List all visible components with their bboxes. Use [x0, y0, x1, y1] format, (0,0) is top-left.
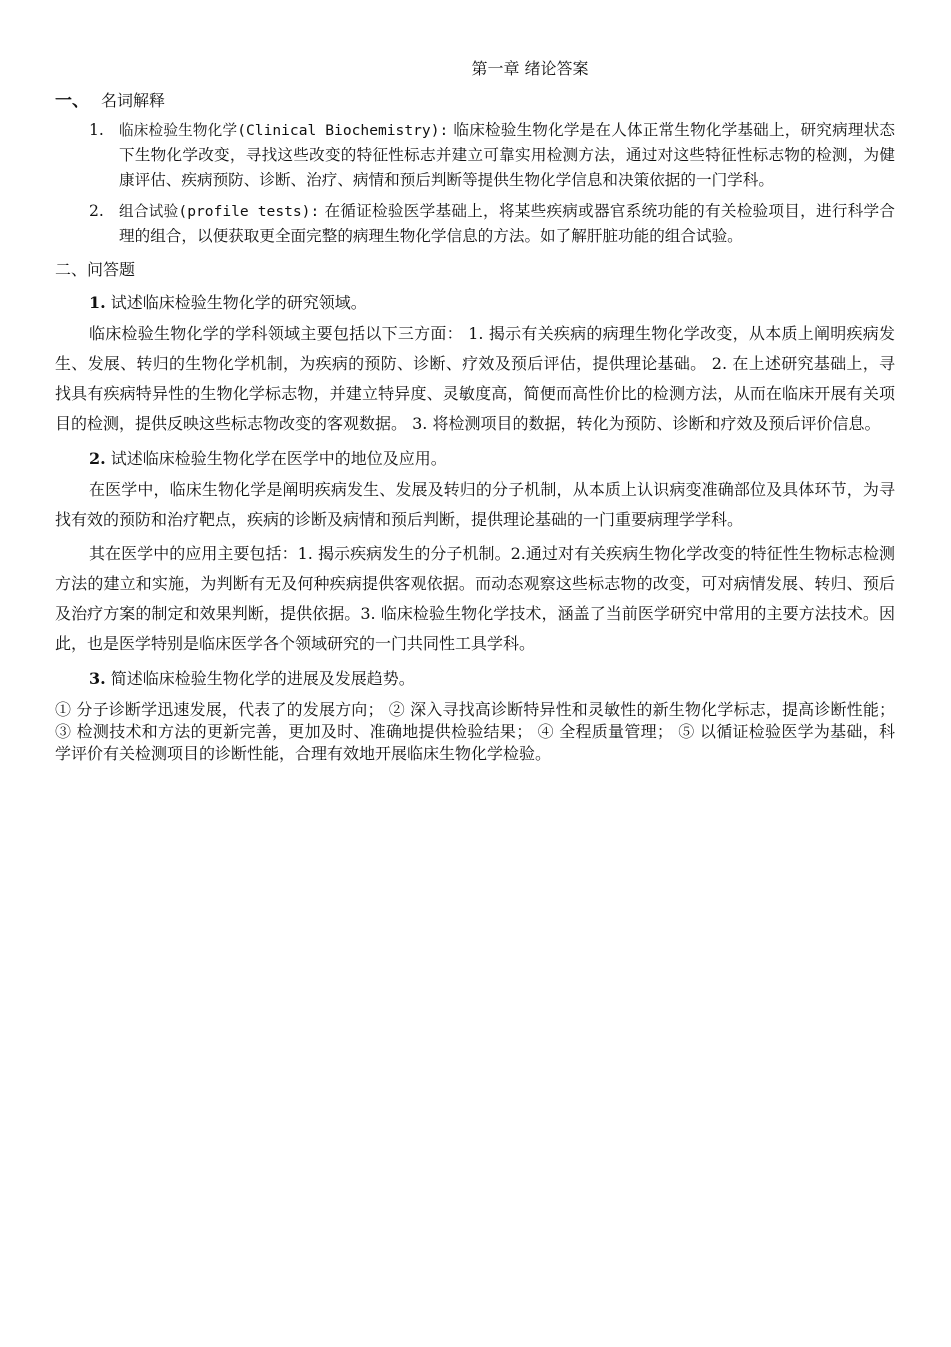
item-number: 1.	[89, 121, 104, 139]
section-number: 一、	[55, 91, 89, 111]
answer-paragraph: 在医学中，临床生物化学是阐明疾病发生、发展及转归的分子机制，从本质上认识病变准确部位及具体环节，为寻找有效的预防和治疗靶点，疾病的诊断及病情和预后判断，提供理论基础的一门重要病理学学科。	[55, 480, 895, 529]
definition-item	[55, 118, 895, 193]
item-number: 2.	[89, 202, 104, 220]
document-page	[55, 52, 895, 765]
question-2	[55, 443, 895, 475]
section-heading-terms	[55, 86, 895, 118]
question-1	[55, 287, 895, 319]
definition-term: 临床检验生物化学(Clinical Biochemistry):	[119, 122, 449, 139]
chapter-title: 第一章 绪论答案	[471, 59, 589, 78]
question-text: 试述临床检验生物化学在医学中的地位及应用。	[105, 449, 447, 468]
definition-term: 组合试验(profile tests):	[119, 203, 320, 220]
definition-item	[55, 199, 895, 249]
answer-paragraph: 临床检验生物化学的学科领域主要包括以下三方面： 1. 揭示有关疾病的病理生物化学改变，从本质上阐明疾病发生、发展、转归的生物化学机制，为疾病的预防、诊断、疗效及预后评估，提供理论基础。 2. 在上述研究基础上，寻找具有疾病特异性的生物化学标志物，并建立特异度、灵敏度高，简便而高性价比的检测方法，从而在临床开展有关项目的检测，提供反映这些标志物改变的客观数据。 3. 将检测项目的数据，转化为预防、诊断和疗效及预后评价信息。	[55, 324, 895, 433]
section-heading-text: 名词解释	[101, 91, 166, 110]
question-number: 1.	[89, 293, 106, 312]
definition-text: 临床检验生物化学是在人体正常生物化学基础上，研究病理状态下生物化学改变，寻找这些改变的特征性标志并建立可靠实用检测方法，通过对这些特征性标志物的检测，为健康评估、疾病预防、诊断、治疗、病情和预后判断等提供生物化学信息和决策依据的一门学科。	[119, 121, 895, 189]
definition-text: 在循证检验医学基础上，将某些疾病或器官系统功能的有关检验项目，进行科学合理的组合，以便获取更全面完整的病理生物化学信息的方法。如了解肝脏功能的组合试验。	[119, 202, 895, 245]
question-text: 简述临床检验生物化学的进展及发展趋势。	[105, 669, 415, 688]
question-number: 2.	[89, 449, 106, 468]
answer-paragraph: 其在医学中的应用主要包括：1. 揭示疾病发生的分子机制。2.通过对有关疾病生物化学改变的特征性生物标志检测方法的建立和实施，为判断有无及何种疾病提供客观依据。而动态观察这些标志物的改变，可对病情发展、转归、预后及治疗方案的制定和效果判断，提供依据。3. 临床检验生物化学技术，涵盖了当前医学研究中常用的主要方法技术。因此，也是医学特别是临床医学各个领域研究的一门共同性工具学科。	[55, 544, 895, 653]
question-number: 3.	[89, 669, 106, 688]
question-3	[55, 663, 895, 695]
question-text: 试述临床检验生物化学的研究领域。	[105, 293, 367, 312]
section-heading-questions: 二、问答题	[55, 260, 136, 279]
answer-paragraph: ① 分子诊断学迅速发展，代表了的发展方向； ② 深入寻找高诊断特异性和灵敏性的新生物化学标志，提高诊断性能； ③ 检测技术和方法的更新完善，更加及时、准确地提供检验结果； ④ 全程质量管理； ⑤ 以循证检验医学为基础，科学评价有关检测项目的诊断性能，合理有效地开展临床生物化学检验。	[55, 700, 895, 763]
